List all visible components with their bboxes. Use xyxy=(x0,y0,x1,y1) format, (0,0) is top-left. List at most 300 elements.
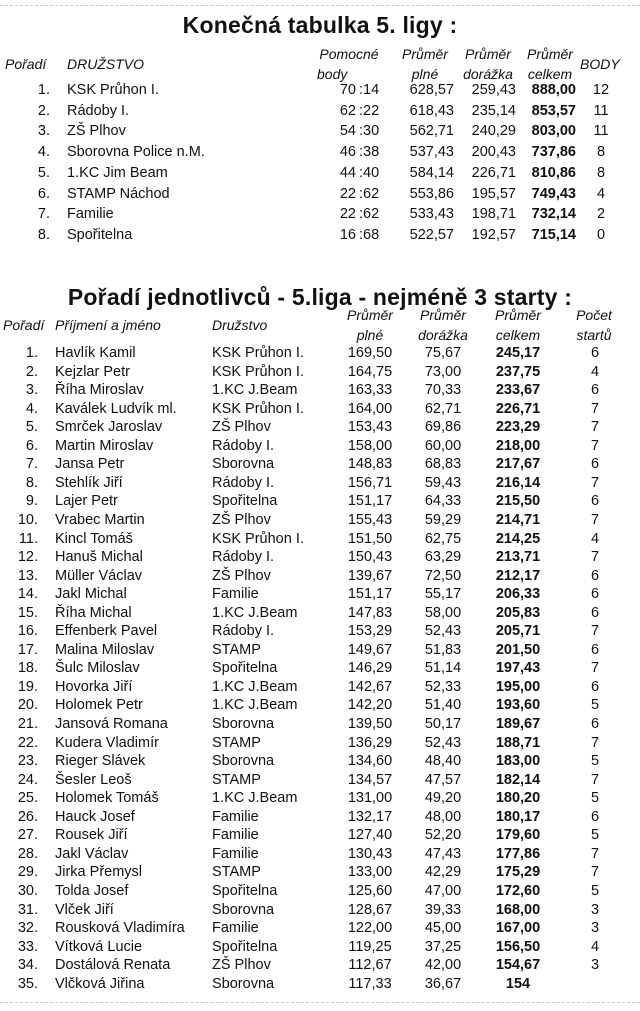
header-line: celkem xyxy=(527,66,573,82)
team-cell: ZŠ Plhov xyxy=(212,957,271,974)
aux-points-against-cell: :30 xyxy=(359,123,380,140)
player-row xyxy=(0,344,640,362)
team-cell: Rádoby I. xyxy=(212,549,275,566)
player-row xyxy=(0,975,640,993)
player-name-cell: Říha Michal xyxy=(55,604,132,621)
player-name-cell: Vlček Jiří xyxy=(55,901,114,918)
team-cell: Rádoby I. xyxy=(212,623,275,640)
avg-total-cell: 237,75 xyxy=(495,363,541,380)
aux-points-against-cell: :40 xyxy=(359,164,380,181)
player-row xyxy=(0,492,640,510)
aux-points-against-cell: :62 xyxy=(359,185,380,202)
team-cell: STAMP Náchod xyxy=(67,185,170,202)
team-cell: Spořitelna xyxy=(212,938,278,955)
avg-total-cell: 205,83 xyxy=(495,604,541,621)
league-header-points: BODY xyxy=(580,56,620,72)
avg-total-cell: 213,71 xyxy=(495,549,541,566)
starts-cell: 7 xyxy=(590,734,600,751)
aux-points-against-cell: :68 xyxy=(359,226,380,243)
starts-cell: 6 xyxy=(590,382,600,399)
player-row xyxy=(0,604,640,622)
team-cell: Spořitelna xyxy=(67,226,133,243)
rank-cell: 27. xyxy=(17,827,38,844)
avg-total-cell: 216,14 xyxy=(495,474,541,491)
team-cell: Familie xyxy=(212,827,259,844)
aux-points-for-cell: 44 xyxy=(339,164,356,181)
rank-cell: 4. xyxy=(37,144,50,161)
avg-full-cell: 158,00 xyxy=(347,437,393,454)
aux-points-for-cell: 54 xyxy=(339,123,356,140)
starts-cell: 6 xyxy=(590,456,600,473)
player-name-cell: Malina Miloslav xyxy=(55,641,155,658)
team-cell: Rádoby I. xyxy=(212,437,275,454)
rank-cell: 7. xyxy=(25,456,38,473)
header-line: Průměr xyxy=(465,46,511,62)
avg-clear-cell: 235,14 xyxy=(471,102,516,119)
avg-full-cell: 122,00 xyxy=(347,920,393,937)
rank-cell: 6. xyxy=(37,185,50,202)
avg-total-cell: 215,50 xyxy=(495,493,541,510)
avg-total-cell: 183,00 xyxy=(495,753,541,770)
avg-total-cell: 233,67 xyxy=(495,382,541,399)
avg-full-cell: 134,57 xyxy=(347,771,393,788)
header-line: Průměr xyxy=(420,307,466,323)
players-header-clear xyxy=(410,305,476,345)
avg-clear-cell: 72,50 xyxy=(424,567,462,584)
league-header-avg-full xyxy=(394,44,456,84)
player-name-cell: Hovorka Jiří xyxy=(55,678,133,695)
avg-total-cell: 172,60 xyxy=(495,882,541,899)
starts-cell: 7 xyxy=(590,400,600,417)
avg-full-cell: 131,00 xyxy=(347,790,393,807)
player-name-cell: Hanuš Michal xyxy=(55,549,143,566)
player-name-cell: Vítková Lucie xyxy=(55,938,143,955)
aux-points-for-cell: 22 xyxy=(339,185,356,202)
league-header-team: DRUŽSTVO xyxy=(67,56,144,72)
league-row xyxy=(0,205,640,224)
team-cell: Sborovna xyxy=(212,716,275,732)
starts-cell: 7 xyxy=(590,864,600,881)
avg-total-cell: 197,43 xyxy=(495,660,541,677)
avg-total-cell: 168,00 xyxy=(495,901,541,918)
player-row xyxy=(0,548,640,566)
team-cell: 1.KC J.Beam xyxy=(212,604,298,621)
rank-cell: 16. xyxy=(17,623,38,640)
players-header-starts xyxy=(566,305,622,345)
rank-cell: 2. xyxy=(25,363,38,380)
avg-full-cell: 163,33 xyxy=(347,382,393,399)
team-cell: KSK Průhon I. xyxy=(212,530,304,547)
rank-cell: 9. xyxy=(25,493,38,510)
rank-cell: 22. xyxy=(17,734,38,751)
starts-cell: 5 xyxy=(590,790,600,807)
avg-clear-cell: 47,00 xyxy=(424,882,462,899)
avg-full-cell: 142,67 xyxy=(347,678,393,695)
avg-full-cell: 156,71 xyxy=(347,474,393,491)
header-line: dorážka xyxy=(463,66,513,82)
starts-cell: 4 xyxy=(590,363,600,380)
player-name-cell: Müller Václav xyxy=(55,567,143,584)
player-row xyxy=(0,715,640,733)
starts-cell: 7 xyxy=(590,660,600,677)
avg-full-cell: 148,83 xyxy=(347,456,393,473)
player-row xyxy=(0,659,640,677)
avg-total-cell: 201,50 xyxy=(495,641,541,658)
player-name-cell: Dostálová Renata xyxy=(55,957,171,974)
rank-cell: 15. xyxy=(17,604,38,621)
player-name-cell: Jansová Romana xyxy=(55,716,168,732)
players-title-text: Pořadí jednotlivců - 5.liga - nejméně 3 starty : xyxy=(67,284,573,310)
avg-total-cell: 179,60 xyxy=(495,827,541,844)
player-name-cell: Effenberk Pavel xyxy=(55,623,158,640)
rank-cell: 12. xyxy=(17,549,38,566)
player-name-cell: Říha Miroslav xyxy=(55,382,144,399)
league-title xyxy=(0,12,640,39)
avg-total-cell: 732,14 xyxy=(531,206,576,223)
player-row xyxy=(0,752,640,770)
league-row xyxy=(0,81,640,100)
avg-total-cell: 245,17 xyxy=(495,345,541,361)
player-name-cell: Stehlík Jiří xyxy=(55,474,123,491)
team-cell: Familie xyxy=(212,920,259,937)
team-cell: Familie xyxy=(67,206,114,223)
starts-cell: 4 xyxy=(590,938,600,955)
rank-cell: 21. xyxy=(17,716,38,732)
avg-full-cell: 147,83 xyxy=(347,604,393,621)
team-cell: Rádoby I. xyxy=(212,474,275,491)
avg-full-cell: 125,60 xyxy=(347,882,393,899)
players-header-full xyxy=(340,305,400,345)
avg-clear-cell: 37,25 xyxy=(424,938,462,955)
avg-clear-cell: 52,20 xyxy=(424,827,462,844)
rank-cell: 10. xyxy=(17,511,38,528)
rank-cell: 5. xyxy=(25,419,38,436)
avg-clear-cell: 64,33 xyxy=(424,493,462,510)
rank-cell: 11. xyxy=(18,530,38,547)
points-cell: 2 xyxy=(596,206,606,223)
avg-total-cell: 180,20 xyxy=(495,790,541,807)
avg-full-cell: 522,57 xyxy=(409,226,454,243)
avg-total-cell: 749,43 xyxy=(531,185,576,202)
team-cell: Sborovna Police n.M. xyxy=(67,144,205,161)
avg-total-cell: 195,00 xyxy=(495,678,541,695)
avg-full-cell: 112,67 xyxy=(348,957,392,974)
starts-cell: 5 xyxy=(590,882,600,899)
avg-total-cell: 182,14 xyxy=(495,771,541,788)
avg-clear-cell: 59,43 xyxy=(424,474,462,491)
avg-total-cell: 803,00 xyxy=(531,123,576,140)
team-cell: KSK Průhon I. xyxy=(67,82,159,98)
rank-cell: 31. xyxy=(17,901,38,918)
team-cell: Familie xyxy=(212,808,259,825)
player-row xyxy=(0,622,640,640)
avg-clear-cell: 59,29 xyxy=(424,511,462,528)
avg-clear-cell: 70,33 xyxy=(424,382,462,399)
rank-cell: 14. xyxy=(17,586,38,603)
player-name-cell: Jakl Václav xyxy=(55,845,129,862)
avg-clear-cell: 49,20 xyxy=(424,790,462,807)
starts-cell: 7 xyxy=(590,511,600,528)
team-cell: ZŠ Plhov xyxy=(212,567,271,584)
avg-clear-cell: 60,00 xyxy=(424,437,462,454)
league-row xyxy=(0,226,640,245)
player-row xyxy=(0,437,640,455)
avg-full-cell: 151,17 xyxy=(347,493,393,510)
avg-full-cell: 164,00 xyxy=(347,400,393,417)
avg-total-cell: 189,67 xyxy=(495,716,541,732)
player-row xyxy=(0,678,640,696)
league-header-rank: Pořadí xyxy=(5,56,47,72)
team-cell: Spořitelna xyxy=(212,882,278,899)
header-line: Průměr xyxy=(347,307,393,323)
rank-cell: 5. xyxy=(37,164,50,181)
team-cell: Familie xyxy=(212,586,259,603)
aux-points-for-cell: 62 xyxy=(339,102,356,119)
player-row xyxy=(0,956,640,974)
avg-total-cell: 180,17 xyxy=(495,808,541,825)
avg-clear-cell: 200,43 xyxy=(471,144,516,161)
rank-cell: 29. xyxy=(17,864,38,881)
starts-cell: 6 xyxy=(590,493,600,510)
avg-clear-cell: 63,29 xyxy=(424,549,462,566)
aux-points-against-cell: :38 xyxy=(359,144,380,161)
avg-total-cell: 853,57 xyxy=(531,102,576,119)
header-line: startů xyxy=(576,327,612,343)
avg-full-cell: 133,00 xyxy=(347,864,393,881)
aux-points-for-cell: 46 xyxy=(339,144,356,161)
starts-cell: 7 xyxy=(590,771,600,788)
avg-total-cell: 205,71 xyxy=(495,623,541,640)
player-row xyxy=(0,771,640,789)
header-line: body xyxy=(317,66,348,82)
player-row xyxy=(0,474,640,492)
team-cell: ZŠ Plhov xyxy=(212,511,271,528)
players-header-rank: Pořadí xyxy=(3,317,45,333)
player-name-cell: Rousková Vladimíra xyxy=(55,920,185,937)
avg-clear-cell: 240,29 xyxy=(471,123,516,140)
avg-full-cell: 134,60 xyxy=(347,753,393,770)
team-cell: KSK Průhon I. xyxy=(212,400,304,417)
starts-cell: 3 xyxy=(590,901,600,918)
rank-cell: 19. xyxy=(17,678,38,695)
avg-full-cell: 164,75 xyxy=(347,363,393,380)
starts-cell: 6 xyxy=(590,808,600,825)
team-cell: Sborovna xyxy=(212,456,275,473)
avg-clear-cell: 42,00 xyxy=(424,957,462,974)
starts-cell: 7 xyxy=(590,437,600,454)
rank-cell: 24. xyxy=(17,771,38,788)
player-name-cell: Havlík Kamil xyxy=(55,345,136,361)
player-row xyxy=(0,696,640,714)
team-cell: 1.KC J.Beam xyxy=(212,697,298,714)
header-line: Počet xyxy=(576,307,612,323)
avg-full-cell: 618,43 xyxy=(409,102,454,119)
avg-clear-cell: 51,40 xyxy=(424,697,462,714)
starts-cell: 5 xyxy=(590,753,600,770)
avg-full-cell: 153,43 xyxy=(347,419,393,436)
starts-cell: 7 xyxy=(590,474,600,491)
avg-full-cell: 553,86 xyxy=(409,185,454,202)
team-cell: KSK Průhon I. xyxy=(212,363,304,380)
starts-cell: 6 xyxy=(590,604,600,621)
team-cell: Rádoby I. xyxy=(67,102,130,119)
points-cell: 8 xyxy=(596,144,606,161)
aux-points-against-cell: :22 xyxy=(359,102,380,119)
rank-cell: 26. xyxy=(17,808,38,825)
points-cell: 11 xyxy=(593,102,609,119)
player-name-cell: Hauck Josef xyxy=(55,808,135,825)
player-name-cell: Šesler Leoš xyxy=(55,771,132,788)
player-name-cell: Kudera Vladimír xyxy=(55,734,159,751)
rank-cell: 3. xyxy=(25,382,38,399)
avg-full-cell: 146,29 xyxy=(347,660,393,677)
player-row xyxy=(0,363,640,381)
avg-clear-cell: 52,43 xyxy=(424,734,462,751)
starts-cell: 3 xyxy=(590,957,600,974)
starts-cell: 6 xyxy=(590,567,600,584)
avg-total-cell: 193,60 xyxy=(495,697,541,714)
player-row xyxy=(0,455,640,473)
avg-total-cell: 212,17 xyxy=(495,567,541,584)
header-line: celkem xyxy=(495,327,541,343)
team-cell: STAMP xyxy=(212,734,261,751)
avg-total-cell: 218,00 xyxy=(495,437,541,454)
league-row xyxy=(0,164,640,183)
starts-cell: 6 xyxy=(590,716,600,732)
bottom-divider xyxy=(0,1002,640,1003)
player-name-cell: Smrček Jaroslav xyxy=(55,419,163,436)
aux-points-for-cell: 16 xyxy=(339,226,356,243)
avg-clear-cell: 52,43 xyxy=(424,623,462,640)
team-cell: 1.KC Jim Beam xyxy=(67,164,168,181)
team-cell: STAMP xyxy=(212,641,261,658)
header-line: plné xyxy=(411,66,439,82)
player-row xyxy=(0,808,640,826)
points-cell: 4 xyxy=(596,185,606,202)
player-row xyxy=(0,585,640,603)
avg-total-cell: 175,29 xyxy=(495,864,541,881)
player-name-cell: Lajer Petr xyxy=(55,493,118,510)
aux-points-against-cell: :62 xyxy=(359,206,380,223)
avg-total-cell: 888,00 xyxy=(531,82,576,98)
avg-full-cell: 151,17 xyxy=(347,586,393,603)
player-name-cell: Jakl Michal xyxy=(55,586,127,603)
rank-cell: 8. xyxy=(37,226,50,243)
player-name-cell: Kejzlar Petr xyxy=(55,363,130,380)
player-name-cell: Jansa Petr xyxy=(55,456,125,473)
player-name-cell: Holomek Tomáš xyxy=(55,790,159,807)
rank-cell: 2. xyxy=(37,102,50,119)
avg-full-cell: 139,67 xyxy=(347,567,393,584)
rank-cell: 34. xyxy=(17,957,38,974)
team-cell: Sborovna xyxy=(212,975,275,992)
header-line: Průměr xyxy=(402,46,448,62)
top-divider xyxy=(0,5,640,6)
header-line: Průměr xyxy=(495,307,541,323)
avg-total-cell: 154,67 xyxy=(495,957,541,974)
avg-full-cell: 132,17 xyxy=(347,808,393,825)
player-row xyxy=(0,845,640,863)
player-name-cell: Šulc Miloslav xyxy=(55,660,140,677)
avg-full-cell: 119,25 xyxy=(348,938,392,955)
rank-cell: 1. xyxy=(37,82,50,98)
player-row xyxy=(0,863,640,881)
points-cell: 12 xyxy=(592,82,610,98)
player-name-cell: Kaválek Ludvík ml. xyxy=(55,400,177,417)
avg-clear-cell: 39,33 xyxy=(424,901,462,918)
team-cell: KSK Průhon I. xyxy=(212,345,304,361)
player-name-cell: Holomek Petr xyxy=(55,697,143,714)
avg-total-cell: 223,29 xyxy=(495,419,541,436)
league-header-aux-points xyxy=(309,44,389,84)
avg-total-cell: 214,25 xyxy=(495,530,541,547)
player-row xyxy=(0,418,640,436)
starts-cell: 7 xyxy=(590,549,600,566)
rank-cell: 35. xyxy=(17,975,38,992)
avg-full-cell: 136,29 xyxy=(347,734,393,751)
starts-cell: 7 xyxy=(590,623,600,640)
rank-cell: 33. xyxy=(17,938,38,955)
starts-cell: 6 xyxy=(590,345,600,361)
team-cell: Sborovna xyxy=(212,901,275,918)
player-name-cell: Vlčková Jiřina xyxy=(55,975,145,992)
avg-clear-cell: 48,00 xyxy=(424,808,462,825)
avg-clear-cell: 50,17 xyxy=(424,716,462,732)
avg-full-cell: 155,43 xyxy=(347,511,393,528)
player-name-cell: Vrabec Martin xyxy=(55,511,145,528)
avg-total-cell: 737,86 xyxy=(531,144,576,161)
avg-full-cell: 127,40 xyxy=(347,827,393,844)
avg-clear-cell: 259,43 xyxy=(471,82,516,98)
avg-clear-cell: 45,00 xyxy=(424,920,462,937)
starts-cell: 5 xyxy=(590,827,600,844)
avg-clear-cell: 68,83 xyxy=(424,456,462,473)
avg-full-cell: 142,20 xyxy=(347,697,393,714)
avg-total-cell: 810,86 xyxy=(531,164,576,181)
starts-cell: 3 xyxy=(590,920,600,937)
player-row xyxy=(0,938,640,956)
team-cell: Spořitelna xyxy=(212,493,278,510)
player-row xyxy=(0,734,640,752)
team-cell: ZŠ Plhov xyxy=(212,419,271,436)
avg-full-cell: 537,43 xyxy=(409,144,454,161)
rank-cell: 23. xyxy=(17,753,38,770)
players-header-name: Příjmení a jméno xyxy=(55,317,161,333)
rank-cell: 6. xyxy=(25,437,38,454)
team-cell: Sborovna xyxy=(212,753,275,770)
header-line: Průměr xyxy=(527,46,573,62)
league-row xyxy=(0,122,640,141)
aux-points-against-cell: :14 xyxy=(359,82,380,98)
avg-total-cell: 715,14 xyxy=(531,226,576,243)
starts-cell: 4 xyxy=(590,530,600,547)
starts-cell: 6 xyxy=(590,641,600,658)
team-cell: Spořitelna xyxy=(212,660,278,677)
team-cell: Familie xyxy=(212,845,259,862)
player-row xyxy=(0,826,640,844)
aux-points-for-cell: 70 xyxy=(339,82,356,98)
avg-full-cell: 150,43 xyxy=(347,549,393,566)
points-cell: 0 xyxy=(596,226,606,243)
avg-clear-cell: 47,43 xyxy=(424,845,462,862)
rank-cell: 25. xyxy=(17,790,38,807)
avg-total-cell: 154 xyxy=(505,975,531,992)
avg-total-cell: 188,71 xyxy=(495,734,541,751)
avg-total-cell: 226,71 xyxy=(495,400,541,417)
league-row xyxy=(0,185,640,204)
rank-cell: 13. xyxy=(17,567,38,584)
avg-total-cell: 214,71 xyxy=(495,511,541,528)
